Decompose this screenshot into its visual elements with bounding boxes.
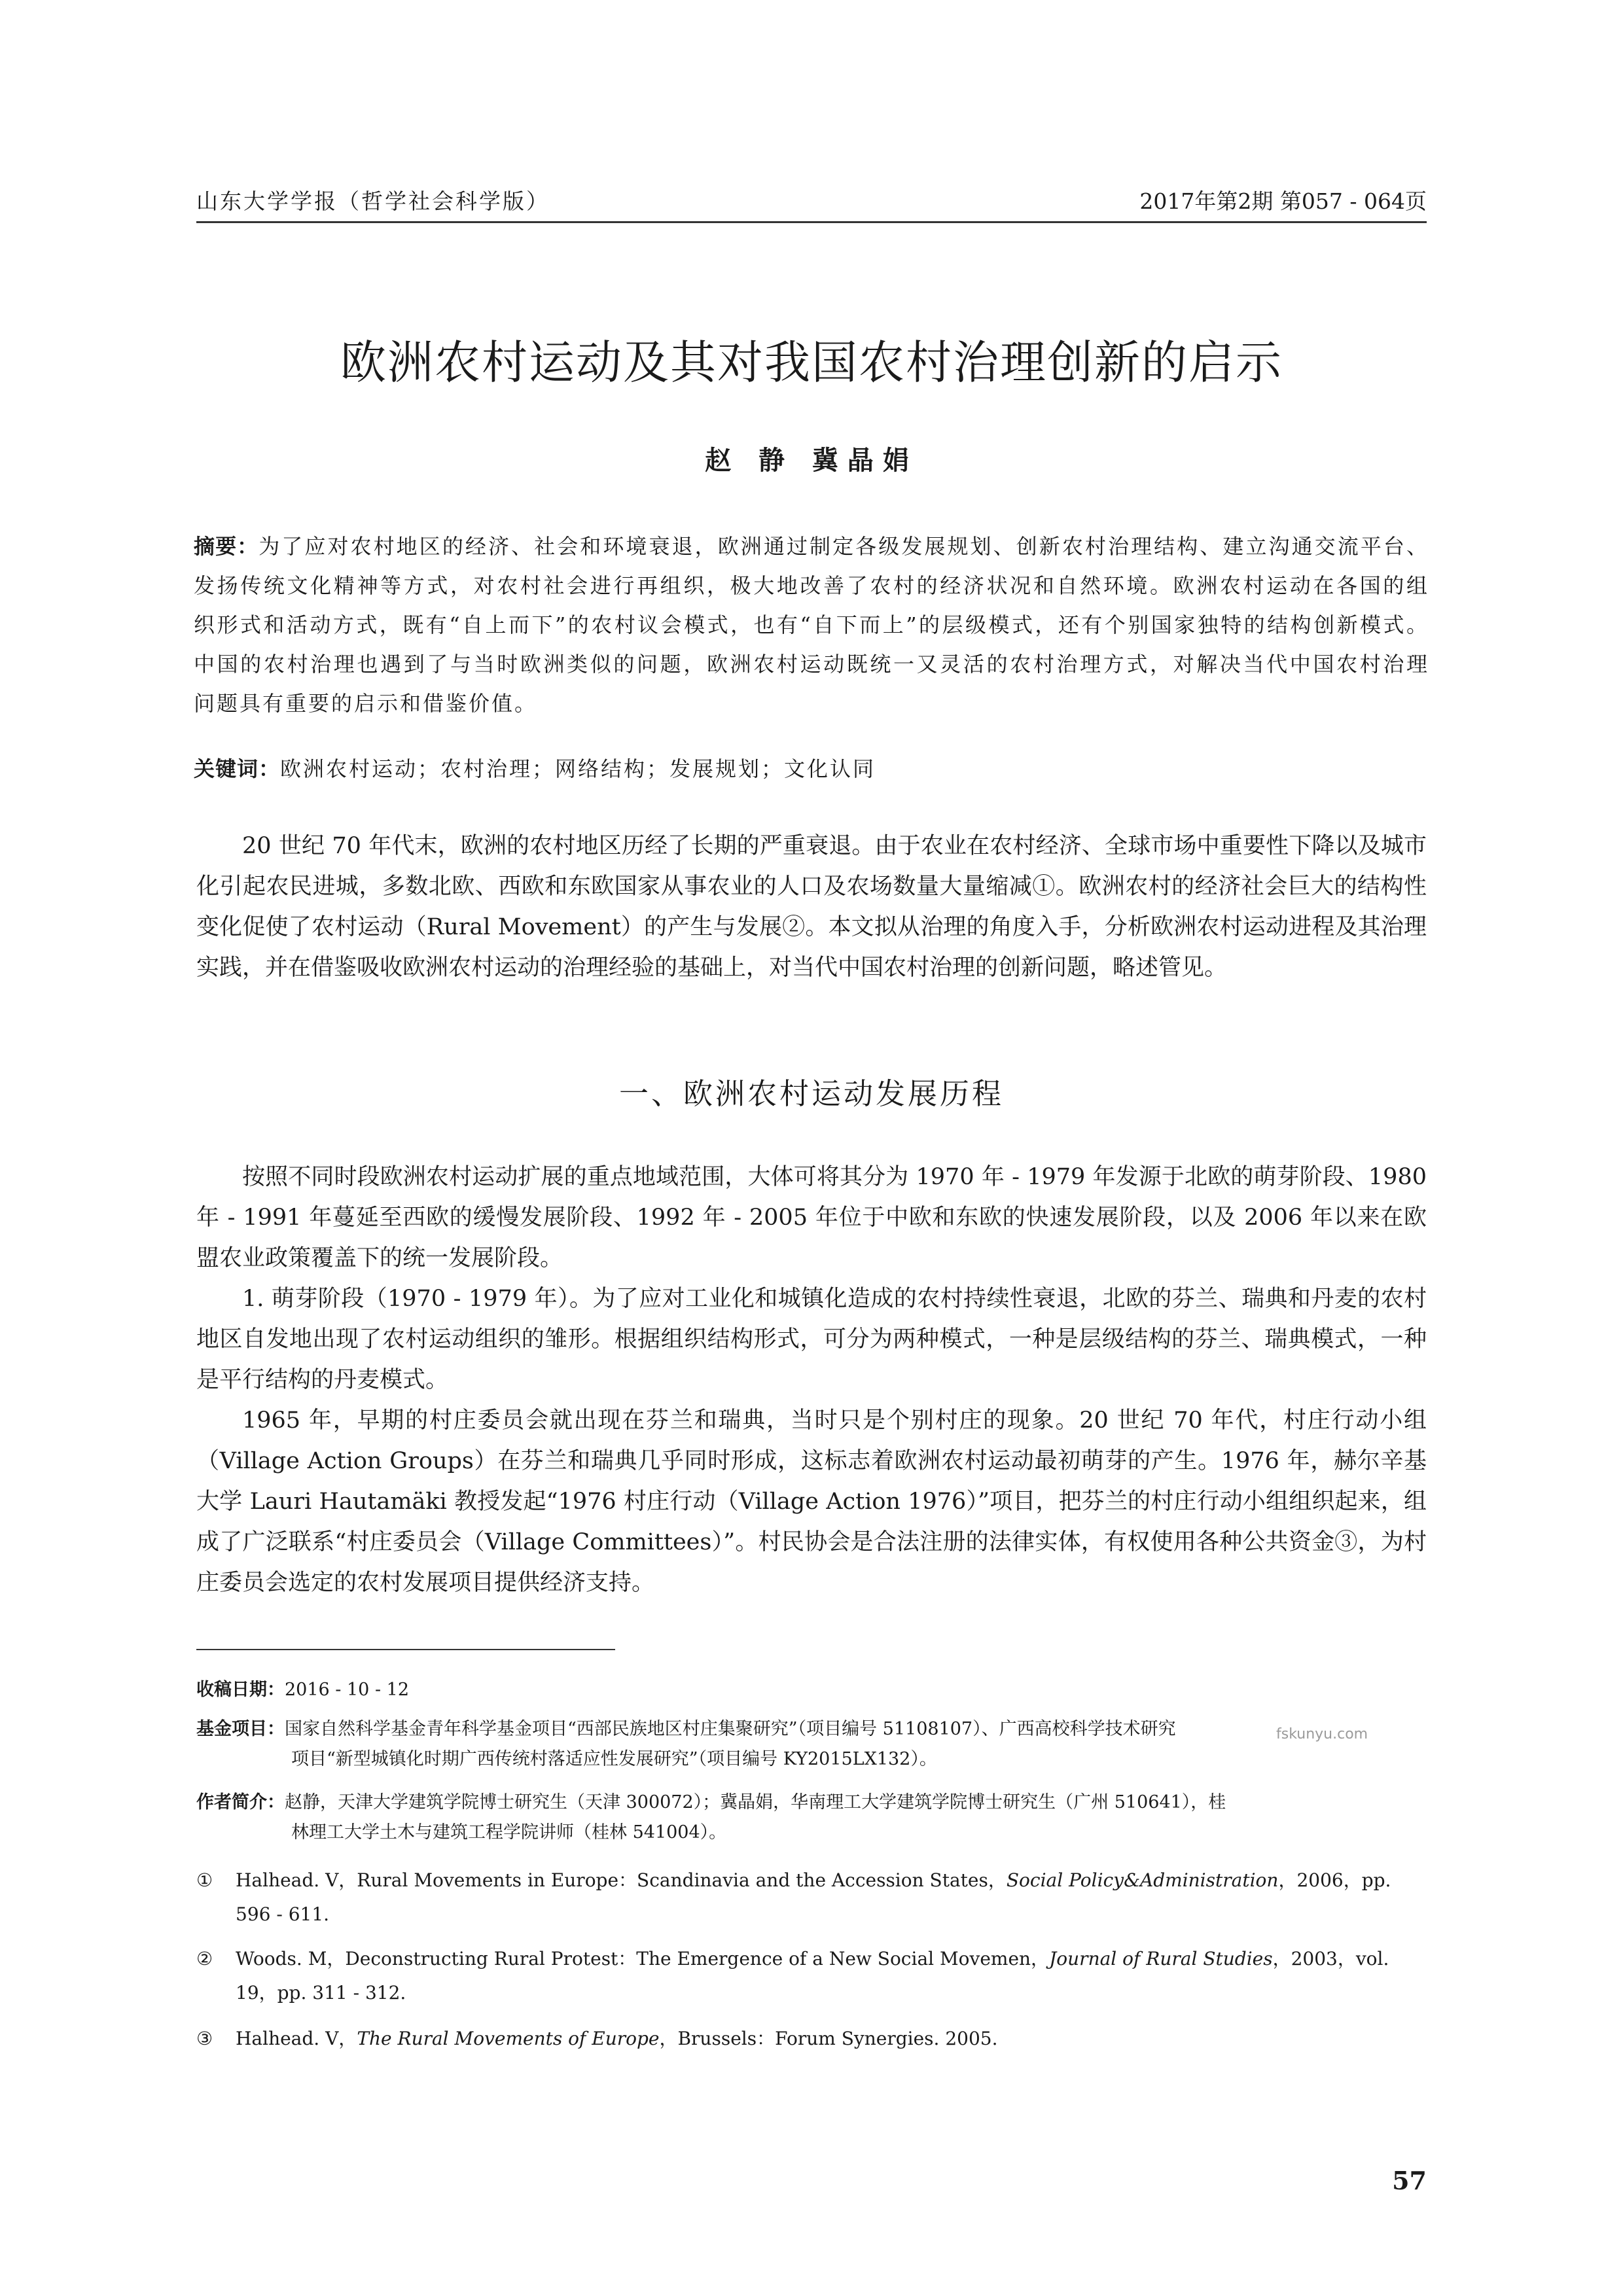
issue-info: 2017年第2期 第057 - 064页 (1139, 188, 1427, 214)
footnote-mark: ① (196, 1869, 213, 1891)
keywords-text: 欧洲农村运动；农村治理；网络结构；发展规划；文化认同 (280, 756, 876, 781)
intro-paragraph: 20 世纪 70 年代末，欧洲的农村地区历经了长期的严重衰退。由于农业在农村经济、全球市场中重要性下降以及城市化引起农民进城，多数北欧、西欧和东欧国家从事农业的人口及农场数量大量缩减①。欧洲农村的经济社会巨大的结构性变化促使了农村运动（Rural Movement）的产生与发展②。本文拟从治理的角度入手，分析欧洲农村运动进程及其治理实践，并在借鉴吸收欧洲农村运动的治理经验的基础上，对当代中国农村治理的创新问题，略述管见。 (196, 833, 1427, 981)
abstract-label: 摘要： (194, 534, 259, 559)
footnote-3 (196, 2022, 1427, 2058)
keywords-label: 关键词： (194, 756, 281, 781)
received-date (196, 1675, 1427, 1705)
fund-label: 基金项目： (196, 1719, 285, 1739)
footnote-journal: Journal of Rural Studies (1049, 1948, 1273, 1969)
intro-section (196, 826, 1427, 988)
watermark: fskunyu.com (1276, 1726, 1368, 1742)
footnote-pages: ，2006，pp. 596 - 611. (236, 1869, 1391, 1925)
author-line-2: 林理工大学土木与建筑工程学院讲师（桂林 541004）。 (291, 1822, 727, 1843)
footnote-rule (196, 1649, 615, 1650)
footnote-text: Woods. M，Deconstructing Rural Protest：The Emergence of a New Social Movemen， (236, 1948, 1050, 1969)
fund-line-2: 项目“新型城镇化时期广西传统村落适应性发展研究”（项目编号 KY2015LX132）。 (291, 1749, 937, 1769)
article-title: 欧洲农村运动及其对我国农村治理创新的启示 (340, 336, 1283, 389)
fund-info (196, 1714, 1427, 1775)
header-rule (196, 221, 1427, 223)
footnote-journal: Social Policy&Administration (1006, 1869, 1279, 1891)
footnote-pages: ，2003，vol. 19，pp. 311 - 312. (236, 1948, 1389, 2004)
footnote-2 (196, 1942, 1427, 2014)
running-header (196, 185, 1427, 216)
footnote-text: Halhead. V，Rural Movements in Europe：Scandinavia and the Accession States， (236, 1869, 1007, 1891)
section-body (196, 1157, 1427, 1603)
author-line-1: 赵静，天津大学建筑学院博士研究生（天津 300072）；冀晶娟，华南理工大学建筑学院博士研究生（广州 510641），桂 (285, 1792, 1226, 1812)
footnote-book: The Rural Movements of Europe (357, 2028, 660, 2049)
keywords (194, 749, 1429, 788)
footnote-1 (196, 1863, 1427, 1935)
footnote-mark: ③ (196, 2028, 213, 2049)
article-authors: 赵 静 冀晶娟 (705, 445, 918, 476)
body-paragraph: 1965 年，早期的村庄委员会就出现在芬兰和瑞典，当时只是个别村庄的现象。20 世纪 70 年代，村庄行动小组（Village Action Groups）在芬兰和瑞典几乎同时形成，这标志着欧洲农村运动最初萌芽的产生。1976 年，赫尔辛基大学 Lauri Hautamäki 教授发起“1976 村庄行动（Village Action 1976）”项目，把芬兰的村庄行动小组组织起来，组成了广泛联系“村庄委员会（Village Committees）”。村民协会是合法注册的法律实体，有权使用各种公共资金③，为村庄委员会选定的农村发展项目提供经济支持。 (196, 1407, 1427, 1596)
abstract (194, 527, 1429, 723)
footnote-text: Halhead. V， (236, 2028, 357, 2049)
section-heading: 一、欧洲农村运动发展历程 (618, 1076, 1004, 1111)
body-paragraph: 1. 萌芽阶段（1970 - 1979 年）。为了应对工业化和城镇化造成的农村持续性衰退，北欧的芬兰、瑞典和丹麦的农村地区自发地出现了农村运动组织的雏形。根据组织结构形式，可分为两种模式，一种是层级结构的芬兰、瑞典模式，一种是平行结构的丹麦模式。 (196, 1286, 1427, 1393)
author-label: 作者简介： (196, 1792, 285, 1812)
footnote-mark: ② (196, 1948, 213, 1969)
abstract-text: 为了应对农村地区的经济、社会和环境衰退，欧洲通过制定各级发展规划、创新农村治理结构、建立沟通交流平台、发扬传统文化精神等方式，对农村社会进行再组织，极大地改善了农村的经济状况和自然环境。欧洲农村运动在各国的组织形式和活动方式，既有“自上而下”的农村议会模式，也有“自下而上”的层级模式，还有个别国家独特的结构创新模式。中国的农村治理也遇到了与当时欧洲类似的问题，欧洲农村运动既统一又灵活的农村治理方式，对解决当代中国农村治理问题具有重要的启示和借鉴价值。 (194, 534, 1429, 716)
fund-line-1: 国家自然科学基金青年科学基金项目“西部民族地区村庄集聚研究”（项目编号 51108107）、广西高校科学技术研究 (285, 1719, 1176, 1739)
received-label: 收稿日期： (196, 1680, 285, 1700)
page-number: 57 (1392, 2166, 1427, 2195)
footnote-publisher: ，Brussels：Forum Synergies. 2005. (659, 2028, 998, 2049)
received-value: 2016 - 10 - 12 (285, 1680, 410, 1700)
journal-name: 山东大学学报（哲学社会科学版） (196, 188, 550, 214)
author-info (196, 1788, 1427, 1848)
body-paragraph: 按照不同时段欧洲农村运动扩展的重点地域范围，大体可将其分为 1970 年 - 1979 年发源于北欧的萌芽阶段、1980 年 - 1991 年蔓延至西欧的缓慢发展阶段、1992 年 - 2005 年位于中欧和东欧的快速发展阶段，以及 2006 年以来在欧盟农业政策覆盖下的统一发展阶段。 (196, 1164, 1427, 1271)
